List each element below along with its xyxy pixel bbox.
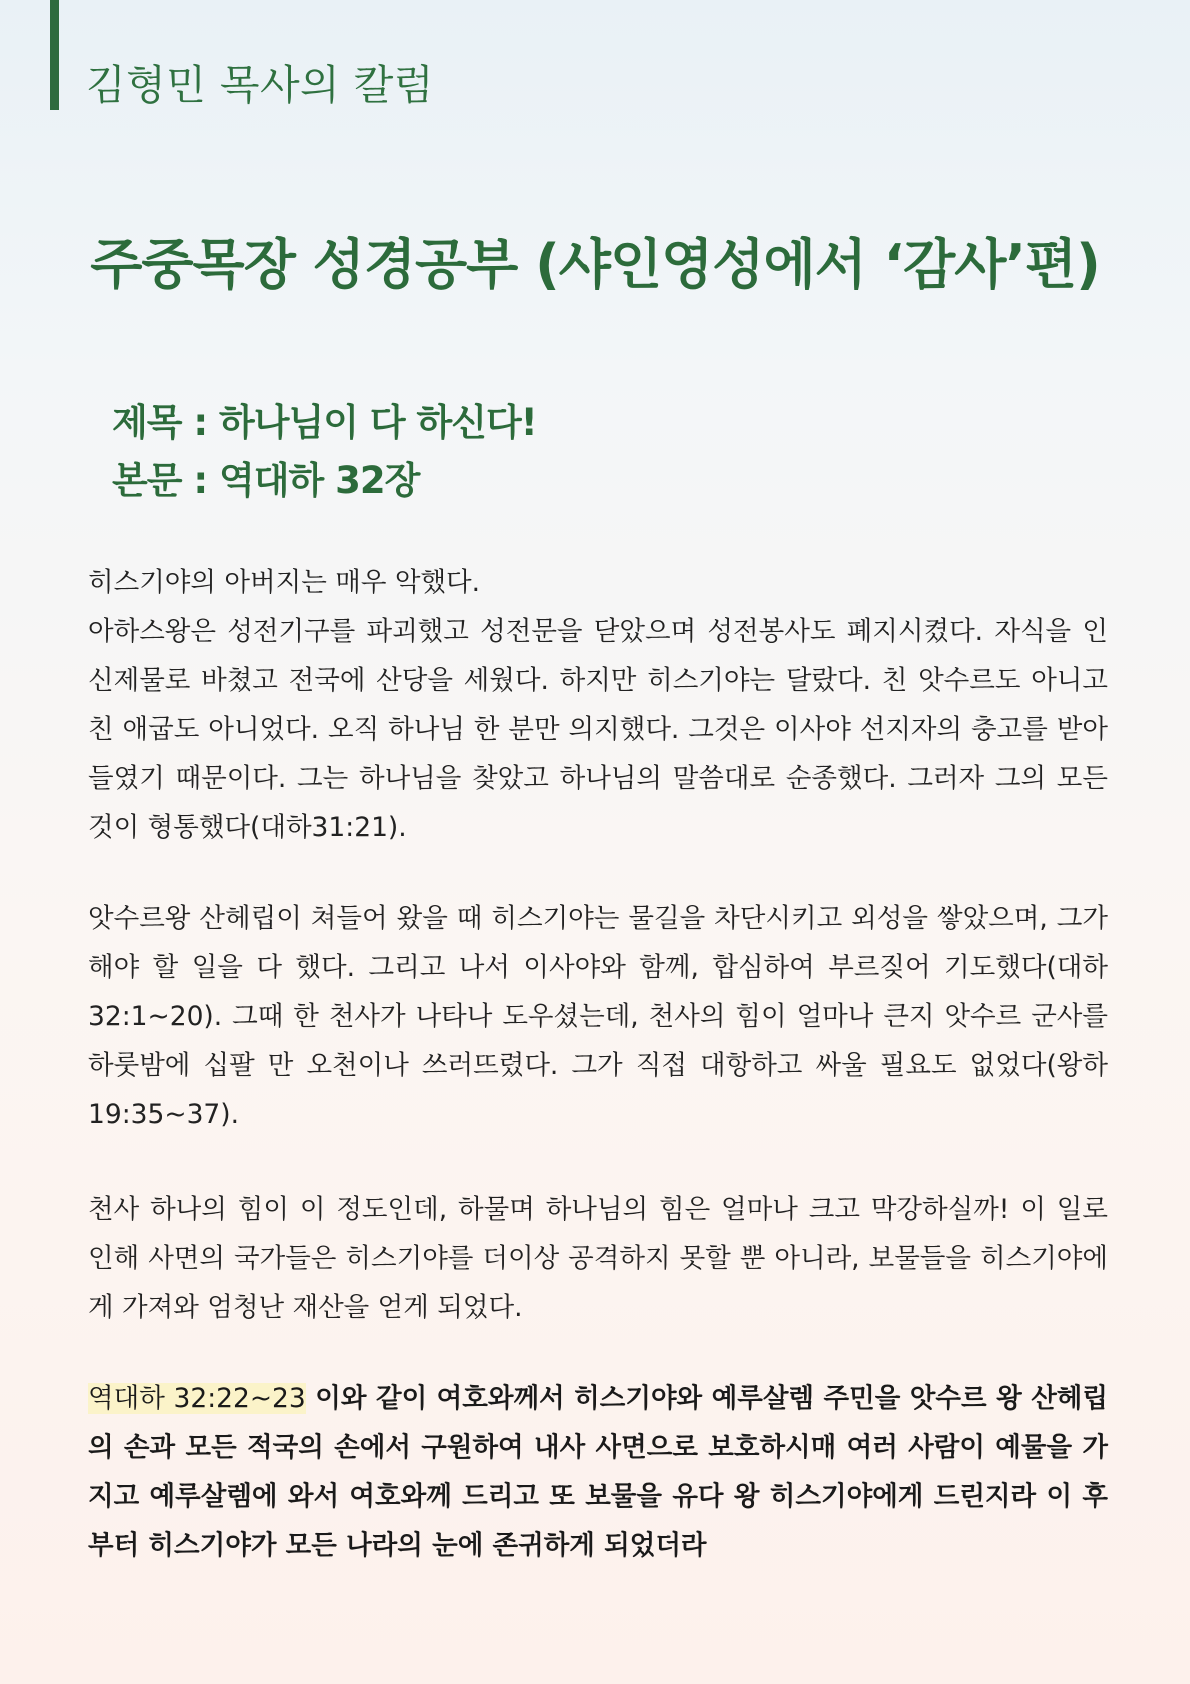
page-title: 주중목장 성경공부 (샤인영성에서 ‘감사’편): [90, 233, 1100, 296]
sermon-passage: 본문 : 역대하 32장: [112, 459, 420, 502]
paragraph-1-opening: 히스기야의 아버지는 매우 악했다.: [88, 567, 481, 598]
paragraph-1-body: 아하스왕은 성전기구를 파괴했고 성전문을 닫았으며 성전봉사도 폐지시켰다. 자식을 인신제물로 바쳤고 전국에 산당을 세웠다. 하지만 히스기야는 달랐다. 친 앗수르도 아니고 친 애굽도 아니었다. 오직 하나님 한 분만 의지했다. 그것은 이사야 선지자의 충고를 받아들였기 때문이다. 그는 하나님을 찾았고 하나님의 말씀대로 순종했다. 그러자 그의 모든 것이 형통했다(대하31:21).: [88, 616, 1108, 843]
paragraph-3: 천사 하나의 힘이 이 정도인데, 하물며 하나님의 힘은 얼마나 크고 막강하실까! 이 일로 인해 사면의 국가들은 히스기야를 더이상 공격하지 못할 뿐 아니라, 보물들을 히스기야에게 가져와 엄청난 재산을 얻게 되었다.: [88, 1194, 1108, 1323]
sermon-subject: 제목 : 하나님이 다 하신다!: [112, 401, 537, 444]
column-series-title: 김형민 목사의 칼럼: [86, 61, 434, 109]
scripture-reference: 역대하 32:22~23: [88, 1383, 306, 1414]
scripture-text: 이와 같이 여호와께서 히스기야와 예루살렘 주민을 앗수르 왕 산헤립의 손과 모든 적국의 손에서 구원하여 내사 사면으로 보호하시매 여러 사람이 예물을 가지고 예루살렘에 와서 여호와께 드리고 또 보물을 유다 왕 히스기야에게 드린지라 이 후부터 히스기야가 모든 나라의 눈에 존귀하게 되었더라: [88, 1383, 1108, 1561]
accent-bar: [50, 0, 59, 110]
paragraph-1: [88, 558, 1108, 852]
scripture-quote: [88, 1374, 1108, 1570]
paragraph-2: 앗수르왕 산헤립이 쳐들어 왔을 때 히스기야는 물길을 차단시키고 외성을 쌓았으며, 그가 해야 할 일을 다 했다. 그리고 나서 이사야와 함께, 합심하여 부르짖어 기도했다(대하32:1~20). 그때 한 천사가 나타나 도우셨는데, 천사의 힘이 얼마나 큰지 앗수르 군사를 하룻밤에 십팔 만 오천이나 쓰러뜨렸다. 그가 직접 대항하고 싸울 필요도 없었다(왕하19:35~37).: [88, 903, 1108, 1130]
